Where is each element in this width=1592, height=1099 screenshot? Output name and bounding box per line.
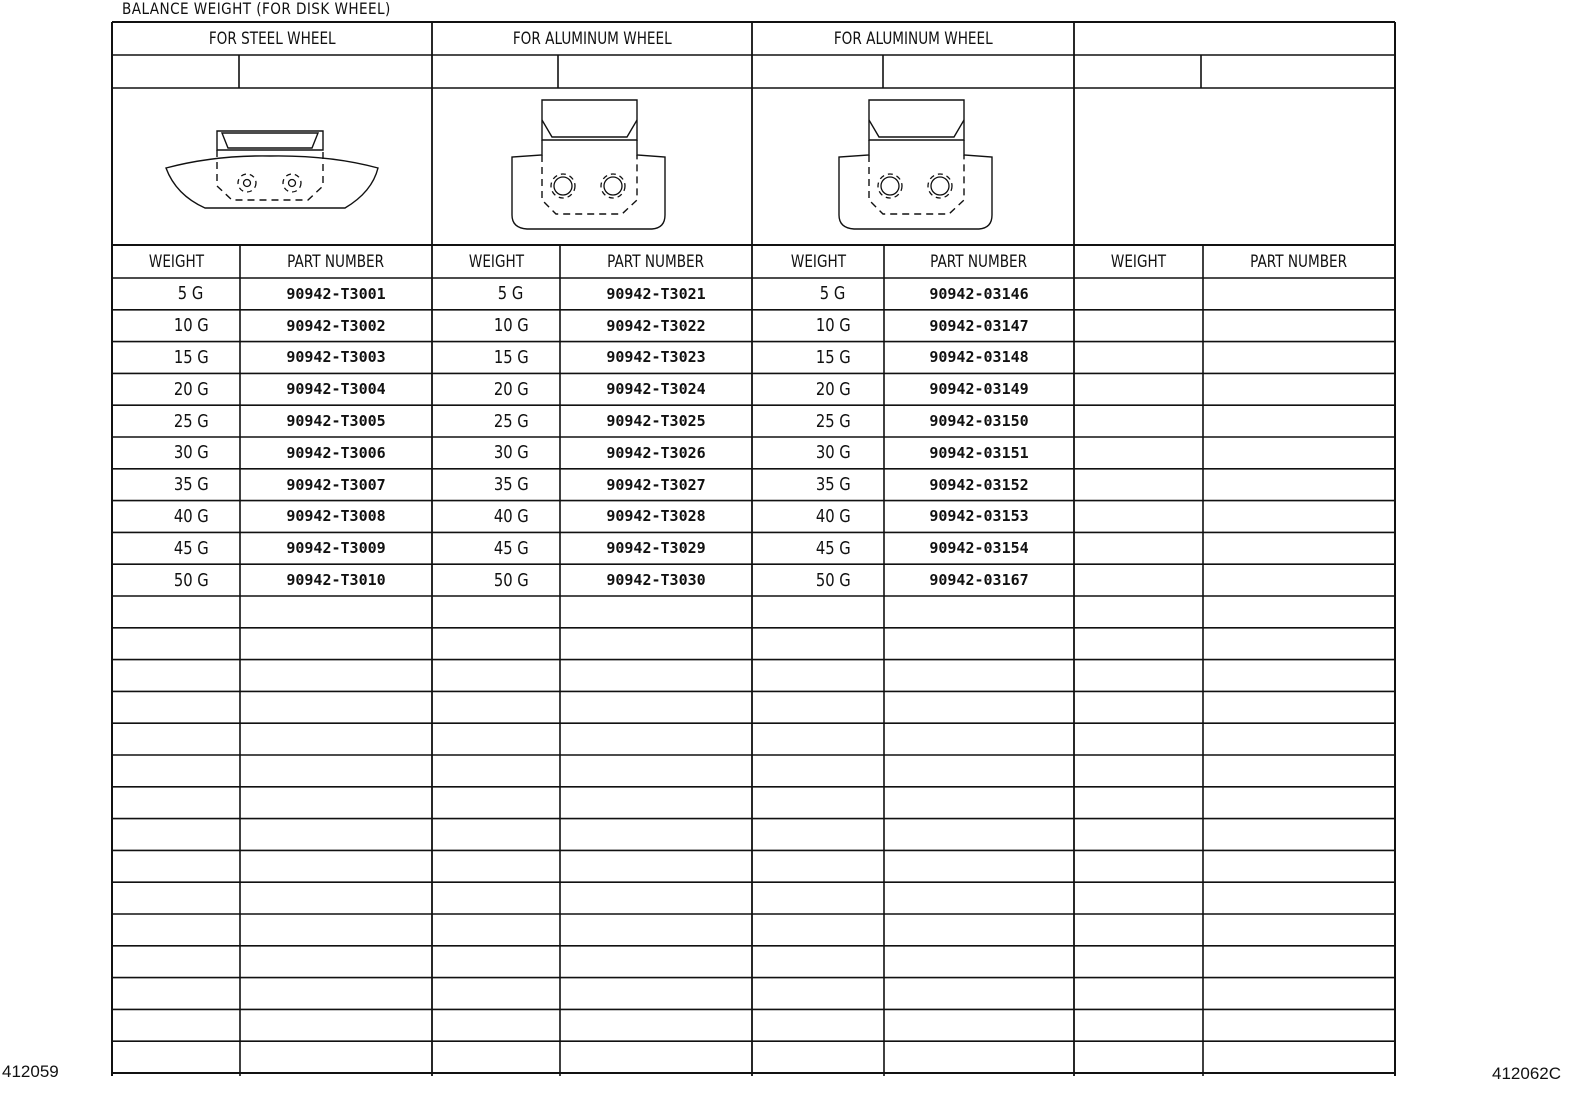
part-number-value: 90942-T3005 — [286, 412, 386, 431]
part-number-value: 90942-T3030 — [606, 571, 706, 590]
part-number-value-cell — [560, 564, 752, 596]
part-number-value: 90942-T3008 — [286, 507, 386, 526]
weight-value: 45 G — [173, 537, 209, 559]
group-title: FOR ALUMINUM WHEEL — [833, 28, 993, 49]
weight-body — [512, 140, 665, 229]
part-number-value: 90942-03148 — [929, 348, 1029, 367]
weight-value-cell — [142, 405, 240, 437]
rivet-hole — [244, 180, 251, 187]
part-number-value: 90942-T3028 — [606, 507, 706, 526]
weight-value: 40 G — [815, 505, 851, 527]
weight-value: 50 G — [173, 569, 209, 591]
group-title-cell — [752, 22, 1074, 55]
group-title-cell — [112, 22, 432, 55]
weight-value: 45 G — [815, 537, 851, 559]
part-number-value: 90942-03151 — [929, 443, 1029, 462]
weight-value-cell — [142, 501, 240, 533]
rivet-hole — [283, 174, 301, 192]
part-number-value: 90942-T3009 — [286, 539, 386, 558]
part-number-value: 90942-T3003 — [286, 348, 386, 367]
weight-value: 35 G — [493, 474, 529, 496]
weight-value: 15 G — [815, 346, 851, 368]
weight-header-cell — [112, 245, 240, 278]
group-title-cell — [1074, 22, 1395, 55]
part-number-value: 90942-T3023 — [606, 348, 706, 367]
weight-value-cell — [142, 469, 240, 501]
weight-value-cell — [462, 532, 560, 564]
part-number-value-cell — [240, 532, 432, 564]
weight-value-cell — [142, 278, 240, 310]
part-number-header: PART NUMBER — [287, 251, 385, 272]
weight-value: 30 G — [493, 442, 529, 464]
weight-value-cell — [782, 310, 884, 342]
part-number-value: 90942-T3007 — [286, 475, 386, 494]
weight-header: WEIGHT — [148, 251, 204, 272]
part-number-value-cell — [560, 532, 752, 564]
rivet-hole — [881, 177, 899, 195]
part-number-value: 90942-T3004 — [286, 380, 386, 399]
weight-value: 15 G — [173, 346, 209, 368]
part-number-value: 90942-03154 — [929, 539, 1029, 558]
weight-value: 20 G — [493, 378, 529, 400]
weight-value: 25 G — [493, 410, 529, 432]
weight-value-cell — [462, 373, 560, 405]
weight-value-cell — [462, 469, 560, 501]
part-number-value-cell — [884, 437, 1074, 469]
weight-value-cell — [782, 437, 884, 469]
illustration-code-right: 412062C — [1492, 1064, 1562, 1083]
part-number-value-cell — [240, 564, 432, 596]
weight-value-cell — [142, 342, 240, 374]
part-number-value: 90942-03152 — [929, 475, 1029, 494]
weight-body — [839, 140, 992, 229]
rivet-hole — [289, 180, 296, 187]
weight-value: 25 G — [173, 410, 209, 432]
part-number-value: 90942-T3027 — [606, 475, 706, 494]
part-number-value: 90942-T3026 — [606, 443, 706, 462]
weight-value: 5 G — [820, 283, 846, 305]
part-number-value: 90942-T3029 — [606, 539, 706, 558]
weight-value-cell — [782, 564, 884, 596]
part-number-value-cell — [240, 469, 432, 501]
weight-value: 10 G — [815, 315, 851, 337]
weight-header: WEIGHT — [468, 251, 524, 272]
part-number-value-cell — [884, 532, 1074, 564]
weight-value-cell — [462, 278, 560, 310]
clip-outline — [542, 155, 637, 214]
weight-value-cell — [462, 437, 560, 469]
clip-face — [222, 133, 318, 148]
part-number-header: PART NUMBER — [607, 251, 705, 272]
weight-value: 5 G — [498, 283, 524, 305]
part-number-header-cell — [1203, 245, 1395, 278]
clip-bevel — [869, 120, 964, 137]
part-number-value: 90942-03146 — [929, 284, 1029, 303]
part-number-value-cell — [884, 501, 1074, 533]
weight-header-cell — [432, 245, 560, 278]
part-number-value-cell — [560, 373, 752, 405]
rivet-hole — [238, 174, 256, 192]
part-number-value: 90942-T3025 — [606, 412, 706, 431]
part-number-value-cell — [884, 342, 1074, 374]
weight-value-cell — [782, 501, 884, 533]
part-number-value-cell — [884, 278, 1074, 310]
illustration-code-left: 412059 — [2, 1062, 59, 1081]
weight-value: 5 G — [178, 283, 204, 305]
part-number-value: 90942-03150 — [929, 412, 1029, 431]
part-number-value-cell — [240, 373, 432, 405]
part-number-value-cell — [884, 405, 1074, 437]
weight-value: 40 G — [173, 505, 209, 527]
part-number-value: 90942-T3024 — [606, 380, 706, 399]
weight-value: 40 G — [493, 505, 529, 527]
group-title: FOR STEEL WHEEL — [208, 28, 336, 49]
part-number-value-cell — [240, 278, 432, 310]
weight-header-cell — [1074, 245, 1203, 278]
part-number-value: 90942-T3006 — [286, 443, 386, 462]
part-number-value-cell — [240, 310, 432, 342]
part-number-value: 90942-T3002 — [286, 316, 386, 335]
part-number-header: PART NUMBER — [930, 251, 1028, 272]
weight-value-cell — [462, 310, 560, 342]
part-number-value-cell — [560, 342, 752, 374]
weight-value: 10 G — [493, 315, 529, 337]
weight-value: 15 G — [493, 346, 529, 368]
weight-value: 50 G — [815, 569, 851, 591]
clip-outline — [869, 155, 964, 214]
part-number-value-cell — [240, 437, 432, 469]
part-number-value-cell — [560, 469, 752, 501]
part-number-value-cell — [560, 501, 752, 533]
part-number-value: 90942-03153 — [929, 507, 1029, 526]
part-number-value-cell — [240, 501, 432, 533]
part-number-value-cell — [560, 405, 752, 437]
weight-value: 45 G — [493, 537, 529, 559]
weight-value: 50 G — [493, 569, 529, 591]
weight-value-cell — [782, 469, 884, 501]
weight-value-cell — [462, 405, 560, 437]
weight-header-cell — [752, 245, 884, 278]
weight-value-cell — [142, 310, 240, 342]
weight-value-cell — [462, 564, 560, 596]
clip-top — [869, 100, 964, 140]
part-number-value: 90942-T3022 — [606, 316, 706, 335]
weight-value-cell — [782, 532, 884, 564]
part-number-value-cell — [884, 310, 1074, 342]
part-number-value-cell — [560, 310, 752, 342]
weight-value: 35 G — [173, 474, 209, 496]
part-number-value: 90942-T3010 — [286, 571, 386, 590]
part-number-value: 90942-03149 — [929, 380, 1029, 399]
part-number-value-cell — [884, 564, 1074, 596]
weight-value-cell — [142, 437, 240, 469]
group-title: FOR ALUMINUM WHEEL — [512, 28, 672, 49]
part-number-value-cell — [884, 373, 1074, 405]
part-number-value: 90942-T3021 — [606, 284, 706, 303]
weight-header: WEIGHT — [790, 251, 846, 272]
group-title-cell — [432, 22, 752, 55]
weight-value: 25 G — [815, 410, 851, 432]
part-number-value: 90942-03147 — [929, 316, 1029, 335]
weight-value-cell — [462, 501, 560, 533]
part-number-header: PART NUMBER — [1250, 251, 1348, 272]
weight-value-cell — [462, 342, 560, 374]
part-number-value-cell — [560, 437, 752, 469]
rivet-hole — [554, 177, 572, 195]
weight-value: 35 G — [815, 474, 851, 496]
part-number-value-cell — [240, 342, 432, 374]
part-number-value-cell — [560, 278, 752, 310]
weight-value-cell — [782, 342, 884, 374]
weight-value: 20 G — [815, 378, 851, 400]
part-number-header-cell — [240, 245, 432, 278]
rivet-hole — [604, 177, 622, 195]
rivet-hole — [931, 177, 949, 195]
weight-value-cell — [142, 532, 240, 564]
weight-value-cell — [782, 405, 884, 437]
clip-bevel — [542, 120, 637, 137]
clip-top — [217, 131, 323, 150]
weight-value-cell — [142, 564, 240, 596]
weight-value-cell — [142, 373, 240, 405]
clip-top — [542, 100, 637, 140]
part-number-value-cell — [240, 405, 432, 437]
part-number-value: 90942-T3001 — [286, 284, 386, 303]
weight-value-cell — [782, 278, 884, 310]
weight-value: 30 G — [173, 442, 209, 464]
weight-value: 20 G — [173, 378, 209, 400]
weight-value-cell — [782, 373, 884, 405]
weight-value: 10 G — [173, 315, 209, 337]
part-number-header-cell — [560, 245, 752, 278]
weight-header: WEIGHT — [1110, 251, 1167, 272]
part-number-header-cell — [884, 245, 1074, 278]
page-title: BALANCE WEIGHT (FOR DISK WHEEL) — [122, 0, 391, 18]
part-number-value: 90942-03167 — [929, 571, 1029, 590]
weight-value: 30 G — [815, 442, 851, 464]
part-number-value-cell — [884, 469, 1074, 501]
